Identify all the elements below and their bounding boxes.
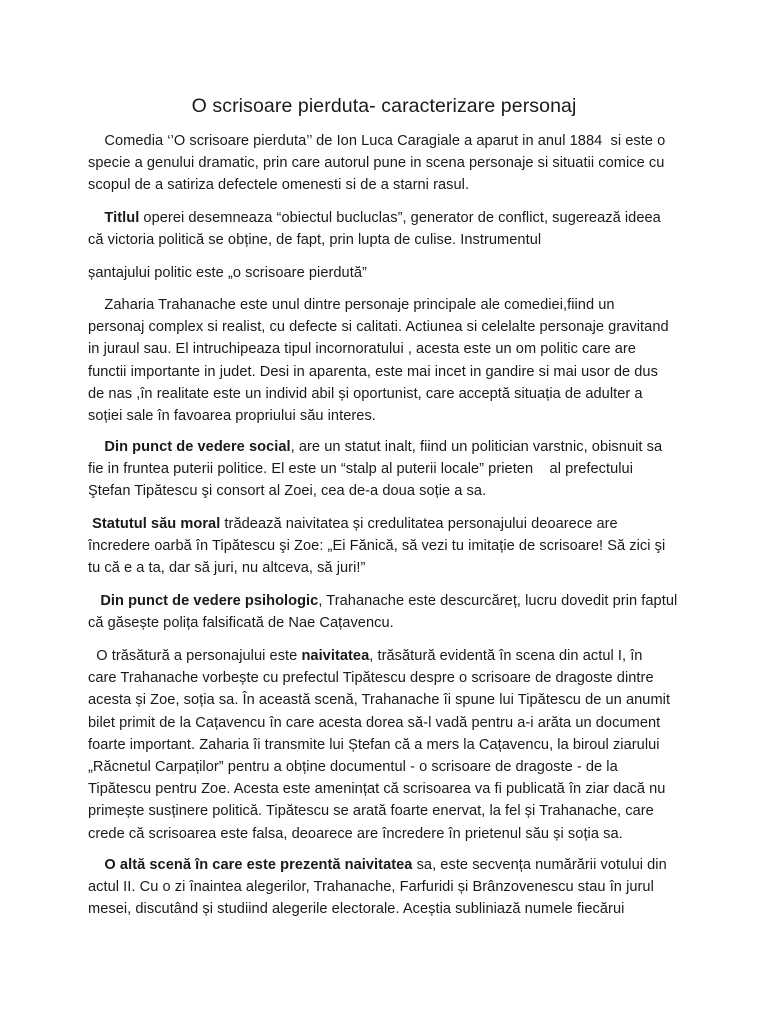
text-run: , are un statut inalt, fiind un politician varstnic, obisnuit sa	[290, 439, 663, 455]
text-run: O trăsătură a personajului este	[88, 648, 302, 664]
paragraph-santaj	[88, 262, 680, 284]
text-line: crede că scrisoarea este falsa, deoarece are încredere în prietenul său și soția sa.	[88, 825, 623, 842]
paragraph-moral	[88, 513, 680, 580]
text-line	[88, 207, 680, 229]
text-line: tu că e a ta, dar să juri, nu altceva, să juri!”	[88, 560, 366, 577]
bold-lead: Din punct de vedere social	[104, 439, 291, 455]
text-line: de nas ,în realitate este un individ abil și oportunist, care acceptă situația de adulter a	[88, 385, 643, 402]
text-line: care Trahanache vorbește cu prefectul Tipătescu despre o scrisoare de dragoste dintre	[88, 670, 654, 687]
text-run: sa, este secvența numărării votului din	[412, 857, 667, 873]
text-run: , Trahanache este descurcăreț, lucru dovedit prin faptul	[318, 593, 678, 609]
text-run: trădează naivitatea și credulitatea personajului deoarece are	[220, 516, 618, 532]
text-line	[88, 590, 680, 612]
text-line: Comedia ‘’O scrisoare pierduta’’ de Ion Luca Caragiale a aparut in anul 1884 si este o	[88, 133, 666, 149]
text-line: mesei, discutând și studiind alegerile electorale. Aceștia subliniază numele fiecărui	[88, 901, 625, 918]
text-line: fie in fruntea puterii politice. El este un “stalp al puterii locale” prieten al prefectului	[88, 461, 634, 478]
text-line: specie a genului dramatic, prin care autorul pune in scena personaje si situatii comice cu	[88, 155, 665, 172]
bold-lead: Titlul	[104, 210, 140, 226]
text-line	[88, 513, 680, 535]
paragraph-alta-scena	[88, 854, 680, 921]
text-line: personaj complex si realist, cu defecte si calitati. Actiunea si celelalte personaje gravitand	[88, 319, 669, 336]
text-line: șantajului politic este „o scrisoare pierdută”	[88, 265, 367, 281]
bold-lead: Din punct de vedere psihologic	[100, 593, 319, 609]
text-line: Zaharia Trahanache este unul dintre personaje principale ale comediei,fiind un	[88, 297, 615, 313]
paragraph-titlul	[88, 207, 680, 251]
paragraph-naivitatea	[88, 645, 680, 845]
text-line	[88, 645, 680, 667]
text-line: încredere oarbă în Tipătescu şi Zoe: „Ei Fănică, să vezi tu imitație de scrisoare! Să zici şi	[88, 538, 666, 555]
text-line: foarte important. Zaharia îi transmite lui Ștefan că a mers la Cațavencu, la biroul ziarului	[88, 736, 660, 753]
text-line: soției sale în favoarea propriului său interes.	[88, 408, 376, 425]
paragraph-social	[88, 436, 680, 503]
text-line: bilet primit de la Cațavencu în care acesta dorea să-l vadă pentru a-i arăta un document	[88, 714, 661, 731]
text-run: , trăsătură evidentă în scena din actul I, în	[369, 648, 643, 664]
paragraph-intro	[88, 130, 680, 197]
text-line: actul II. Cu o zi înaintea alegerilor, Trahanache, Farfuridi și Brânzovenescu stau în jurul	[88, 879, 654, 896]
page-title: O scrisoare pierduta- caracterizare personaj	[191, 95, 577, 117]
text-line: Ştefan Tipătescu şi consort al Zoei, cea de-a doua soție a sa.	[88, 483, 487, 500]
text-line: acesta și Zoe, soția sa. În această scenă, Trahanache îi spune lui Tipătescu de un anumit	[88, 692, 671, 709]
bold-lead: O altă scenă în care este prezentă naivitatea	[104, 857, 413, 873]
text-line	[88, 854, 680, 876]
text-line: functii importante in judet. Desi in aparenta, este mai incet in gandire si mai usor de dus	[88, 363, 658, 380]
text-line: in juraul sau. El intruchipeaza tipul incornoratului , acesta este un om politic care are	[88, 341, 636, 358]
text-line: „Răcnetul Carpaților” pentru a obține documentul - o scrisoare de dragoste - de la	[88, 759, 618, 776]
paragraph-trahanache	[88, 294, 680, 427]
text-run: operei desemneaza “obiectul bucluclas”, generator de conflict, sugerează ideea	[139, 210, 661, 226]
paragraph-psihologic	[88, 590, 680, 634]
text-line: că găsește polița falsificată de Nae Cațavencu.	[88, 615, 394, 632]
text-line: Tipătescu pentru Zoe. Acesta este amenințat că scrisoarea va fi publicată în ziar dacă nu	[88, 781, 666, 798]
text-line: scopul de a satiriza defectele omenesti si de a starni rasul.	[88, 177, 470, 194]
text-line: că victoria politică se obține, de fapt, prin lupta de culise. Instrumentul	[88, 232, 542, 249]
bold-keyword: naivitatea	[301, 648, 370, 664]
text-line	[88, 436, 680, 458]
bold-lead: Statutul său moral	[92, 516, 221, 532]
text-line: primește susținere politică. Tipătescu se arată foarte enervat, la fel și Trahanache, care	[88, 803, 654, 820]
